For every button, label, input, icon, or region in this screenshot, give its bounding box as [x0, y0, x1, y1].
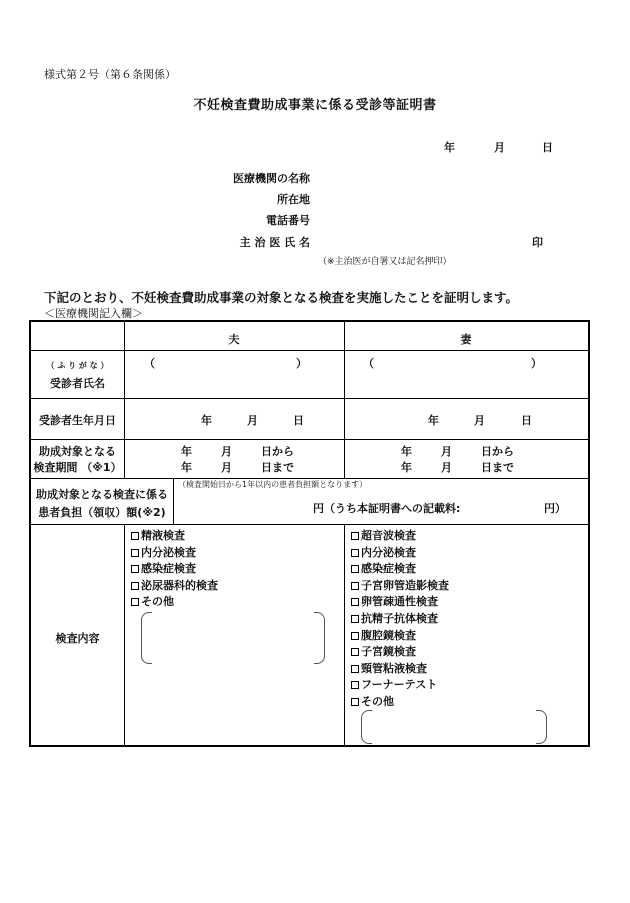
husband-birth-year: 年: [201, 414, 212, 427]
exam-option-label: 子宮鏡検査: [361, 645, 416, 659]
checkbox-icon[interactable]: [131, 549, 139, 557]
cost-label-line2: 患者負担（領収）額(※2): [38, 506, 166, 519]
wife-exam-option[interactable]: [351, 610, 438, 626]
husband-period-to-year: 年: [181, 461, 192, 474]
husband-other-bracket-right: [314, 612, 325, 664]
exam-option-label: 感染症検査: [361, 562, 416, 576]
seal-mark: 印: [532, 236, 543, 249]
exam-option-label: 精液検査: [141, 529, 185, 542]
wife-birth-month: 月: [474, 414, 485, 427]
exam-option-label: 抗精子抗体検査: [361, 612, 438, 625]
wife-exam-option[interactable]: [351, 544, 416, 560]
wife-other-bracket-left: [361, 710, 372, 744]
checkbox-icon[interactable]: [131, 598, 139, 606]
exam-content-label: 検査内容: [55, 632, 100, 645]
checkbox-icon[interactable]: [351, 532, 359, 540]
exam-option-label: 子宮卵管造影検査: [361, 578, 449, 592]
checkbox-icon[interactable]: [351, 632, 359, 640]
husband-exam-option[interactable]: [131, 544, 196, 560]
husband-period-from: 日から: [261, 445, 294, 458]
checkbox-icon[interactable]: [131, 532, 139, 540]
husband-period-from-year: 年: [181, 445, 192, 458]
exam-option-label: 内分泌検査: [141, 545, 196, 559]
cost-amount-end: 円）: [544, 502, 566, 515]
husband-period-from-month: 月: [221, 445, 232, 458]
wife-period-to-month: 月: [441, 461, 452, 474]
checkbox-icon[interactable]: [351, 549, 359, 557]
row-divider: [31, 350, 588, 351]
husband-exam-option[interactable]: [131, 527, 185, 543]
husband-exam-option[interactable]: [131, 593, 174, 609]
wife-exam-option[interactable]: [351, 660, 427, 676]
checkbox-icon[interactable]: [131, 565, 139, 573]
exam-option-label: その他: [141, 595, 174, 609]
wife-birth-year: 年: [428, 414, 439, 427]
period-label-line2: 検査期間 （※1）: [33, 461, 122, 474]
checkbox-icon[interactable]: [351, 565, 359, 573]
wife-exam-option[interactable]: [351, 693, 394, 709]
date-day: 日: [542, 141, 553, 154]
certification-statement: 下記のとおり、不妊検査費助成事業の対象となる検査を実施したことを証明します。: [44, 290, 519, 305]
column-divider: [344, 524, 345, 747]
husband-period-to: 日まで: [261, 461, 294, 474]
doctor-name-label: 主 治 医 氏 名: [239, 236, 310, 249]
clinic-address-label: 所在地: [277, 193, 310, 206]
clinic-name-label: 医療機関の名称: [233, 172, 310, 185]
exam-option-label: 感染症検査: [141, 562, 196, 576]
husband-furigana-open: （: [144, 357, 155, 370]
husband-birth-day: 日: [293, 414, 304, 427]
cost-label-line1: 助成対象となる検査に係る: [36, 488, 168, 501]
wife-period-from-year: 年: [401, 445, 412, 458]
exam-option-label: フーナーテスト: [361, 678, 438, 692]
wife-birth-day: 日: [521, 414, 532, 427]
checkbox-icon[interactable]: [351, 698, 359, 706]
exam-option-label: 超音波検査: [361, 529, 416, 542]
wife-exam-option[interactable]: [351, 593, 438, 609]
husband-furigana-close: ）: [296, 357, 307, 370]
exam-option-label: 泌尿器科的検査: [141, 578, 218, 592]
cost-note: （検査開始日から1年以内の患者負担額となります）: [178, 480, 368, 489]
wife-exam-option[interactable]: [351, 577, 449, 593]
wife-period-from: 日から: [481, 445, 514, 458]
date-year: 年: [444, 141, 455, 154]
section-label: ＜医療機関記入欄＞: [44, 307, 143, 320]
wife-exam-option[interactable]: [351, 643, 416, 659]
checkbox-icon[interactable]: [351, 582, 359, 590]
birth-date-label: 受診者生年月日: [39, 414, 116, 427]
form-number: 様式第２号（第６条関係）: [44, 68, 176, 81]
certificate-table: [29, 320, 590, 747]
husband-exam-option[interactable]: [131, 560, 196, 576]
checkbox-icon[interactable]: [351, 665, 359, 673]
period-label-line1: 助成対象となる: [39, 445, 116, 458]
patient-name-label: 受診者氏名: [50, 377, 105, 390]
wife-furigana-close: ）: [531, 357, 542, 370]
husband-exam-option[interactable]: [131, 577, 218, 593]
column-divider: [173, 478, 174, 524]
wife-furigana-open: （: [363, 357, 374, 370]
husband-header: 夫: [228, 333, 240, 346]
row-divider: [31, 398, 588, 399]
checkbox-icon[interactable]: [351, 615, 359, 623]
column-divider: [124, 524, 125, 747]
exam-option-label: 卵管疎通性検査: [361, 595, 438, 609]
furigana-label: （ ふ り が な ）: [46, 361, 109, 370]
wife-period-to-year: 年: [401, 461, 412, 474]
signature-note: （※主治医が自署又は記名押印）: [318, 257, 452, 267]
clinic-phone-label: 電話番号: [266, 214, 310, 227]
row-divider: [31, 524, 588, 525]
wife-period-from-month: 月: [441, 445, 452, 458]
husband-other-bracket-left: [141, 612, 152, 664]
date-month: 月: [494, 141, 505, 154]
wife-other-bracket-right: [536, 710, 547, 744]
wife-header: 妻: [460, 333, 472, 346]
wife-exam-option[interactable]: [351, 527, 416, 543]
exam-option-label: 腹腔鏡検査: [361, 628, 416, 642]
wife-exam-option[interactable]: [351, 560, 416, 576]
exam-option-label: 頸管粘液検査: [361, 661, 427, 675]
checkbox-icon[interactable]: [351, 598, 359, 606]
wife-exam-option[interactable]: [351, 627, 416, 643]
checkbox-icon[interactable]: [351, 681, 359, 689]
checkbox-icon[interactable]: [351, 648, 359, 656]
checkbox-icon[interactable]: [131, 582, 139, 590]
cost-amount-text: 円（うち本証明書への記載料:: [313, 502, 461, 515]
husband-period-to-month: 月: [221, 461, 232, 474]
exam-option-label: その他: [361, 695, 394, 708]
row-divider: [31, 439, 588, 440]
document-title: 不妊検査費助成事業に係る受診等証明書: [193, 98, 437, 113]
wife-period-to: 日まで: [481, 461, 514, 474]
husband-birth-month: 月: [247, 414, 258, 427]
wife-exam-option[interactable]: [351, 676, 437, 692]
exam-option-label: 内分泌検査: [361, 545, 416, 559]
